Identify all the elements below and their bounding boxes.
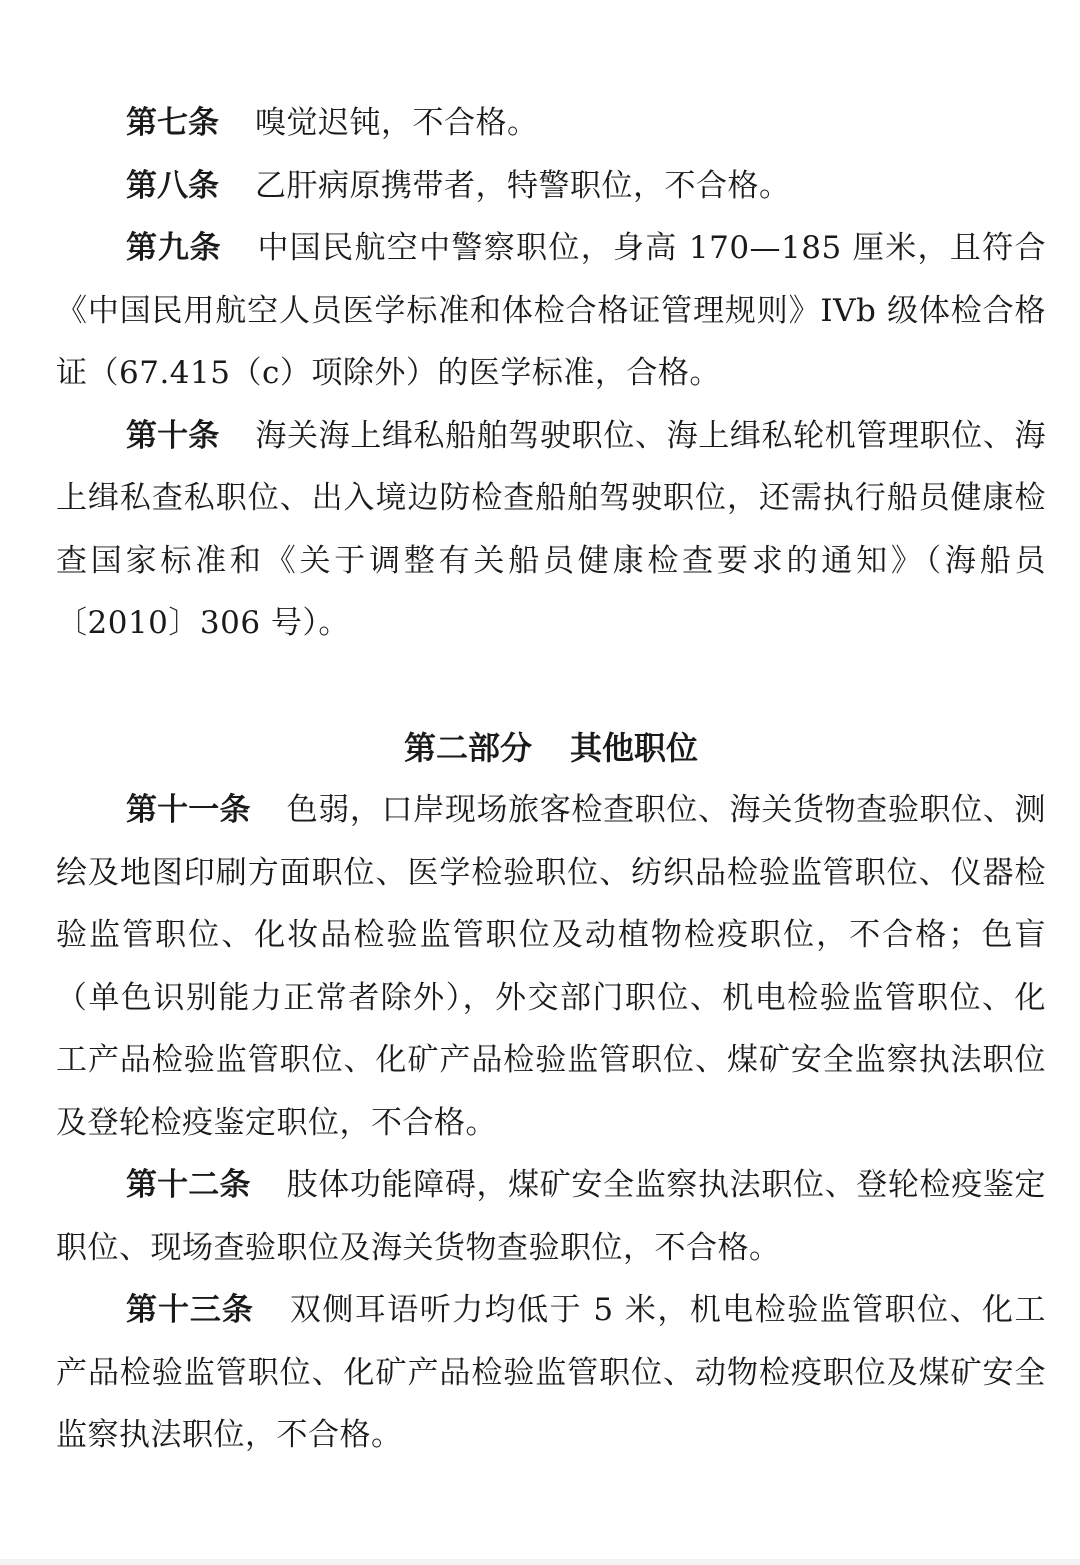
article-label: 第十条 [126,417,220,454]
article-text: 嗅觉迟钝，不合格。 [255,105,539,141]
article-text: 乙肝病原携带者，特警职位，不合格。 [255,167,791,204]
article-11 [56,779,1046,1154]
section-spacer [56,655,1046,717]
article-12 [56,1154,1046,1279]
article-label: 第十二条 [126,1167,251,1203]
page-bottom-edge [0,1559,1080,1565]
article-8 [56,155,1046,218]
article-text: 中国民航空中警察职位，身高 170—185 厘米，且符合《中国民用航空人员医学标准和体检合格证管理规则》IVb 级体检合格证（67.415（c）项除外）的医学标准，合格。 [56,230,1047,391]
article-7 [56,92,1046,155]
document-body [56,92,1046,1467]
article-label: 第十一条 [126,792,251,828]
article-text: 肢体功能障碍，煤矿安全监察执法职位、登轮检疫鉴定职位、现场查验职位及海关货物查验职位，不合格。 [56,1167,1046,1266]
article-label: 第八条 [126,167,219,204]
article-10 [56,405,1046,655]
article-13 [56,1279,1046,1467]
article-text: 双侧耳语听力均低于 5 米，机电检验监管职位、化工产品检验监管职位、化矿产品检验监管职位、动物检疫职位及煤矿安全监察执法职位，不合格。 [56,1292,1047,1453]
section-name: 其他职位 [570,728,699,767]
article-label: 第十三条 [126,1292,254,1328]
article-text: 色弱，口岸现场旅客检查职位、海关货物查验职位、测绘及地图印刷方面职位、医学检验职位、纺织品检验监管职位、仪器检验监管职位、化妆品检验监管职位及动植物检疫职位，不合格；色盲（单色识别能力正常者除外），外交部门职位、机电检验监管职位、化工产品检验监管职位、化矿产品检验监管职位、煤矿安全监察执法职位及登轮检疫鉴定职位，不合格。 [56,792,1046,1141]
article-label: 第七条 [126,105,219,141]
section-heading [56,717,1046,780]
article-text: 海关海上缉私船舶驾驶职位、海上缉私轮机管理职位、海上缉私查私职位、出入境边防检查船舶驾驶职位，还需执行船员健康检查国家标准和《关于调整有关船员健康检查要求的通知》（海船员〔2010〕306 号）。 [56,417,1046,641]
article-label: 第九条 [126,230,222,266]
article-9 [56,217,1046,405]
section-part: 第二部分 [403,728,532,767]
